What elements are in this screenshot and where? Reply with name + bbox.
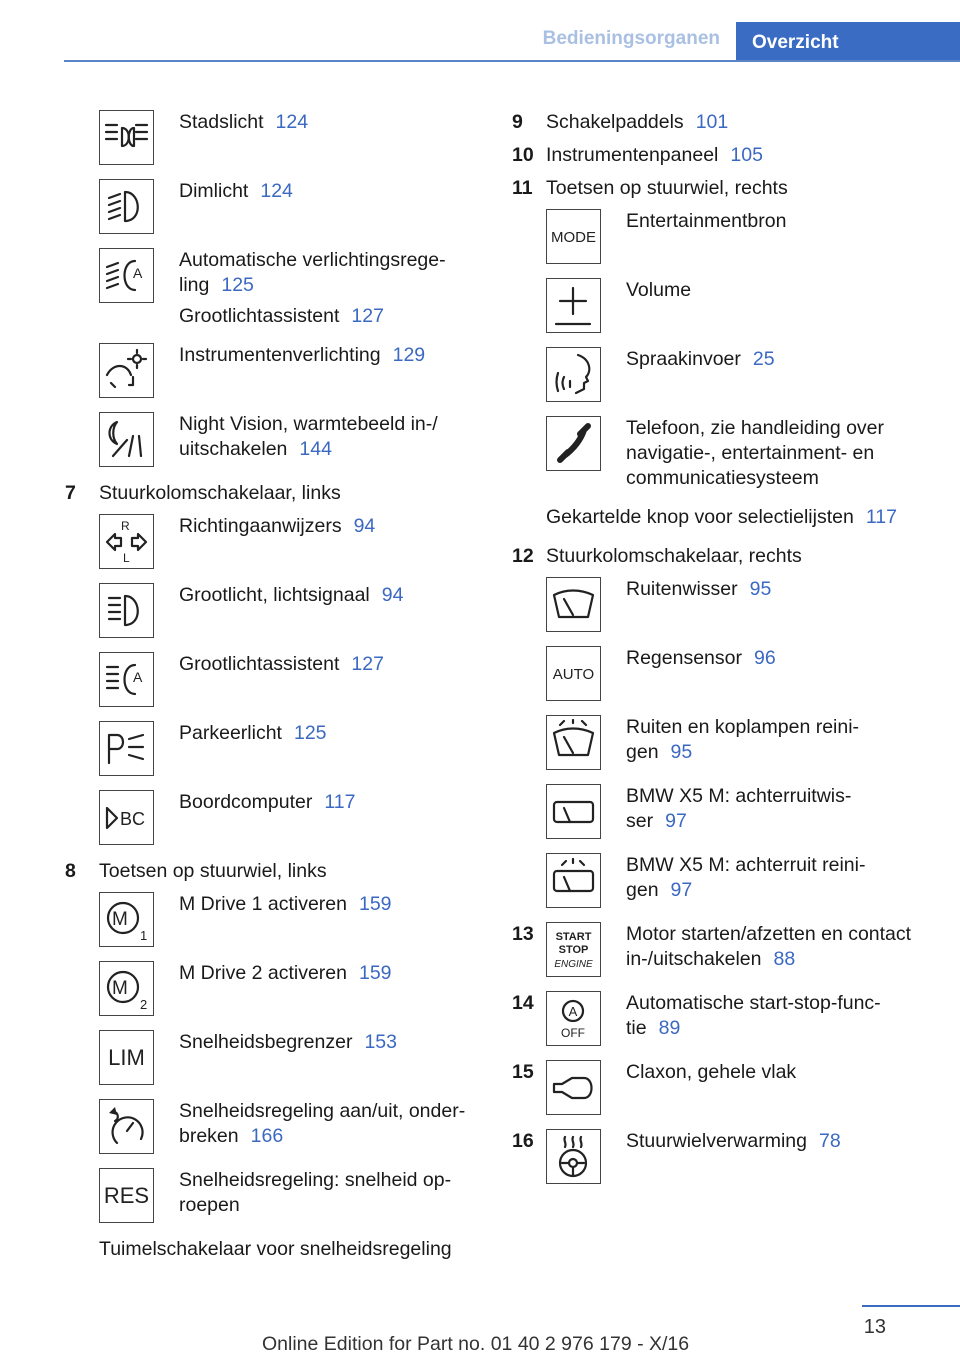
- header-rule: [64, 60, 960, 62]
- list-item: [512, 784, 942, 839]
- item-label: Stadslicht: [179, 111, 264, 133]
- section-heading: [512, 176, 942, 201]
- section-title: Toetsen op stuurwiel, links: [99, 860, 327, 882]
- list-item: [65, 179, 485, 234]
- rear-washer-icon: [546, 853, 601, 908]
- page-ref[interactable]: 124: [275, 111, 309, 133]
- item-label: Spraakinvoer: [626, 348, 741, 370]
- section-number: 13: [512, 923, 534, 945]
- item-label: Instrumentenverlichting: [179, 344, 381, 366]
- page-ref[interactable]: 78: [818, 1130, 841, 1152]
- list-item: [512, 577, 942, 632]
- mode-icon: [546, 209, 601, 264]
- item-label: BMW X5 M: achterruit reini- gen: [626, 854, 866, 901]
- section-number: 7: [65, 482, 76, 504]
- page-ref[interactable]: 159: [358, 893, 392, 915]
- list-item: [512, 1129, 942, 1184]
- section-number: 10: [512, 144, 534, 166]
- low-beam-icon: [99, 179, 154, 234]
- item-label: M Drive 1 activeren: [179, 893, 347, 915]
- list-item: [65, 1030, 485, 1085]
- night-vision-icon-svg: [103, 416, 150, 463]
- item-label: Snelheidsbegrenzer: [179, 1031, 353, 1053]
- item-label: Grootlicht, lichtsignaal: [179, 584, 370, 606]
- item-label: Ruiten en koplampen reini- gen: [626, 716, 860, 763]
- auto-start-stop-icon: [546, 991, 601, 1046]
- speed-limiter-icon-svg: [103, 1034, 150, 1081]
- item-extra-label: Grootlichtassistent: [179, 305, 340, 327]
- item-label: Entertainmentbron: [626, 210, 787, 232]
- svg-text:A: A: [133, 265, 143, 281]
- section-heading: [65, 859, 485, 884]
- svg-text:MODE: MODE: [551, 229, 596, 246]
- item-label: Telefoon, zie handleiding over navigatie-, entertainment- en communicatiesysteem: [626, 417, 885, 489]
- list-item: [512, 209, 942, 264]
- section-number: 14: [512, 992, 534, 1014]
- list-item: [65, 652, 485, 707]
- note: Gekartelde knop voor selectielijsten 117: [546, 506, 897, 528]
- svg-text:M: M: [112, 978, 128, 999]
- header-tab: Overzicht: [736, 22, 960, 62]
- svg-text:OFF: OFF: [561, 1026, 585, 1040]
- svg-text:BC: BC: [120, 809, 146, 829]
- m-drive-1-icon-svg: [103, 896, 150, 943]
- parking-light-icon: [99, 721, 154, 776]
- page-ref[interactable]: 166: [250, 1125, 284, 1147]
- instrument-lighting-icon: [99, 343, 154, 398]
- section-title: Instrumentenpaneel: [546, 144, 719, 166]
- svg-text:A: A: [568, 1004, 578, 1019]
- page-ref[interactable]: 89: [658, 1017, 681, 1039]
- volume-icon: [546, 278, 601, 333]
- item-label: Boordcomputer: [179, 791, 313, 813]
- turn-signal-icon: [99, 514, 154, 569]
- start-stop-engine-icon: [546, 922, 601, 977]
- rain-sensor-icon: [546, 646, 601, 701]
- section-title: Toetsen op stuurwiel, rechts: [546, 177, 788, 199]
- page-number: 13: [863, 1316, 886, 1338]
- side-light-icon-svg: [103, 114, 150, 161]
- turn-signal-icon-svg: [103, 518, 150, 565]
- svg-text:ENGINE: ENGINE: [554, 959, 593, 970]
- list-item: [65, 790, 485, 845]
- right-column: [512, 110, 942, 1198]
- board-computer-icon: [99, 790, 154, 845]
- page-ref[interactable]: 124: [260, 180, 293, 202]
- item-label: Snelheidsregeling aan/uit, onder- breken: [179, 1100, 466, 1147]
- page-ref[interactable]: 25: [752, 348, 775, 370]
- page-ref[interactable]: 129: [392, 344, 426, 366]
- list-item: [512, 715, 942, 770]
- cruise-control-icon: [99, 1099, 154, 1154]
- item-label: Motor starten/afzetten en contact in-/uitschakelen: [626, 923, 912, 970]
- cruise-resume-icon: [99, 1168, 154, 1223]
- rear-wiper-icon: [546, 784, 601, 839]
- page-ref[interactable]: 94: [381, 584, 404, 606]
- auto-headlight-icon-svg: [103, 252, 150, 299]
- list-item: [65, 514, 485, 569]
- page-ref[interactable]: 95: [749, 578, 772, 600]
- phone-icon: [546, 416, 601, 471]
- section-number: 12: [512, 545, 534, 567]
- night-vision-icon: [99, 412, 154, 467]
- section-heading: [65, 481, 485, 506]
- list-item: [512, 922, 942, 977]
- section-heading: [512, 544, 942, 569]
- list-item: [65, 892, 485, 947]
- rear-washer-icon-svg: [550, 857, 597, 904]
- list-item: [512, 1060, 942, 1115]
- list-item: [65, 110, 485, 165]
- mode-icon-svg: [550, 213, 597, 260]
- note: Tuimelschakelaar voor snelheidsregeling: [99, 1238, 452, 1260]
- m-drive-1-icon: [99, 892, 154, 947]
- cruise-control-icon-svg: [103, 1103, 150, 1150]
- rain-sensor-icon-svg: [550, 650, 597, 697]
- steering-heating-icon: [546, 1129, 601, 1184]
- list-item: [65, 961, 485, 1016]
- section-number: 9: [512, 111, 523, 133]
- footer-rule: [862, 1305, 960, 1307]
- item-label: Night Vision, warmtebeeld in-/ uitschakelen: [179, 413, 438, 460]
- page-ref[interactable]: 127: [351, 305, 384, 327]
- high-beam-icon-svg: [103, 587, 150, 634]
- list-item: [65, 343, 485, 398]
- section-number: 8: [65, 860, 76, 882]
- page-ref[interactable]: 144: [299, 438, 332, 460]
- voice-input-icon: [546, 347, 601, 402]
- voice-input-icon-svg: [550, 351, 597, 398]
- list-item: [512, 853, 942, 908]
- page-ref[interactable]: 96: [754, 647, 776, 669]
- page-ref[interactable]: 125: [221, 274, 254, 296]
- section-heading: [512, 110, 942, 135]
- high-beam-assist-icon: [99, 652, 154, 707]
- section-title: Stuurkolomschakelaar, links: [99, 482, 341, 504]
- section-heading: [512, 143, 942, 168]
- auto-headlight-icon: [99, 248, 154, 303]
- page-ref[interactable]: 159: [358, 962, 392, 984]
- wiper-icon: [546, 577, 601, 632]
- item-label: M Drive 2 activeren: [179, 962, 347, 984]
- board-computer-icon-svg: [103, 794, 150, 841]
- page-ref[interactable]: 95: [670, 741, 693, 763]
- washer-icon-svg: [550, 719, 597, 766]
- item-label: Grootlichtassistent: [179, 653, 340, 675]
- washer-icon: [546, 715, 601, 770]
- page-ref[interactable]: 117: [324, 791, 356, 813]
- m-drive-2-icon: [99, 961, 154, 1016]
- item-label: Stuurwielverwarming: [626, 1130, 807, 1152]
- auto-start-stop-icon-svg: [550, 995, 597, 1042]
- list-item: [512, 278, 942, 333]
- svg-text:1: 1: [140, 928, 148, 943]
- page-ref[interactable]: 125: [293, 722, 327, 744]
- list-item: [65, 583, 485, 638]
- edition-line: Online Edition for Part no. 01 40 2 976 179 - X/16: [262, 1333, 690, 1355]
- svg-text:M: M: [112, 909, 128, 930]
- list-item: [65, 721, 485, 776]
- page-ref[interactable]: 97: [665, 810, 687, 832]
- page-ref[interactable]: 117: [865, 506, 897, 528]
- side-light-icon: [99, 110, 154, 165]
- svg-text:2: 2: [140, 997, 148, 1012]
- high-beam-icon: [99, 583, 154, 638]
- section-title: Stuurkolomschakelaar, rechts: [546, 545, 802, 567]
- item-label: Claxon, gehele vlak: [626, 1061, 797, 1083]
- horn-icon: [546, 1060, 601, 1115]
- list-item: [512, 416, 942, 491]
- item-label: Parkeerlicht: [179, 722, 282, 744]
- left-column: [65, 110, 485, 1276]
- svg-text:AUTO: AUTO: [552, 666, 595, 683]
- item-label: Dimlicht: [179, 180, 249, 202]
- list-item: [65, 248, 485, 329]
- volume-icon-svg: [550, 282, 597, 329]
- page-ref[interactable]: 127: [351, 653, 384, 675]
- instrument-lighting-icon-svg: [103, 347, 150, 394]
- list-item: [65, 1099, 485, 1154]
- start-stop-engine-icon-svg: [550, 926, 597, 973]
- item-label: Automatische start-stop-func- tie: [626, 992, 881, 1039]
- page-ref[interactable]: 153: [364, 1031, 397, 1053]
- item-label: BMW X5 M: achterruitwis- ser: [626, 785, 852, 832]
- list-item: [512, 347, 942, 402]
- speed-limiter-icon: [99, 1030, 154, 1085]
- page-ref[interactable]: 94: [353, 515, 376, 537]
- item-label: Snelheidsregeling: snelheid op- roepen: [179, 1169, 452, 1216]
- item-label: Ruitenwisser: [626, 578, 738, 600]
- page-ref[interactable]: 105: [730, 144, 763, 166]
- section-number: 15: [512, 1061, 534, 1083]
- list-item: [512, 646, 942, 701]
- wiper-icon-svg: [550, 581, 597, 628]
- section-title: Schakelpaddels: [546, 111, 684, 133]
- section-number: 16: [512, 1130, 534, 1152]
- svg-text:A: A: [133, 669, 143, 685]
- list-item: [512, 991, 942, 1046]
- svg-text:START: START: [555, 931, 592, 943]
- svg-text:LIM: LIM: [108, 1045, 145, 1070]
- m-drive-2-icon-svg: [103, 965, 150, 1012]
- steering-heating-icon-svg: [550, 1133, 597, 1180]
- item-label: Richtingaanwijzers: [179, 515, 342, 537]
- list-item: [65, 412, 485, 467]
- header-section: Bedieningsorganen: [542, 28, 720, 49]
- item-label: Automatische verlichtingsrege- ling: [179, 249, 446, 296]
- svg-text:RES: RES: [103, 1183, 150, 1208]
- section-number: 11: [512, 177, 533, 199]
- horn-icon-svg: [550, 1064, 597, 1111]
- svg-text:STOP: STOP: [558, 944, 589, 956]
- cruise-resume-icon-svg: [103, 1172, 150, 1219]
- high-beam-assist-icon-svg: [103, 656, 150, 703]
- page-ref[interactable]: 88: [773, 948, 796, 970]
- item-label: Volume: [626, 279, 692, 301]
- svg-text:L: L: [123, 551, 130, 565]
- low-beam-icon-svg: [103, 183, 150, 230]
- list-item: [65, 1168, 485, 1223]
- item-label: Regensensor: [626, 647, 742, 669]
- rear-wiper-icon-svg: [550, 788, 597, 835]
- page-ref[interactable]: 97: [670, 879, 693, 901]
- parking-light-icon-svg: [103, 725, 150, 772]
- page-ref[interactable]: 101: [695, 111, 729, 133]
- phone-icon-svg: [550, 420, 597, 467]
- svg-text:R: R: [121, 519, 130, 533]
